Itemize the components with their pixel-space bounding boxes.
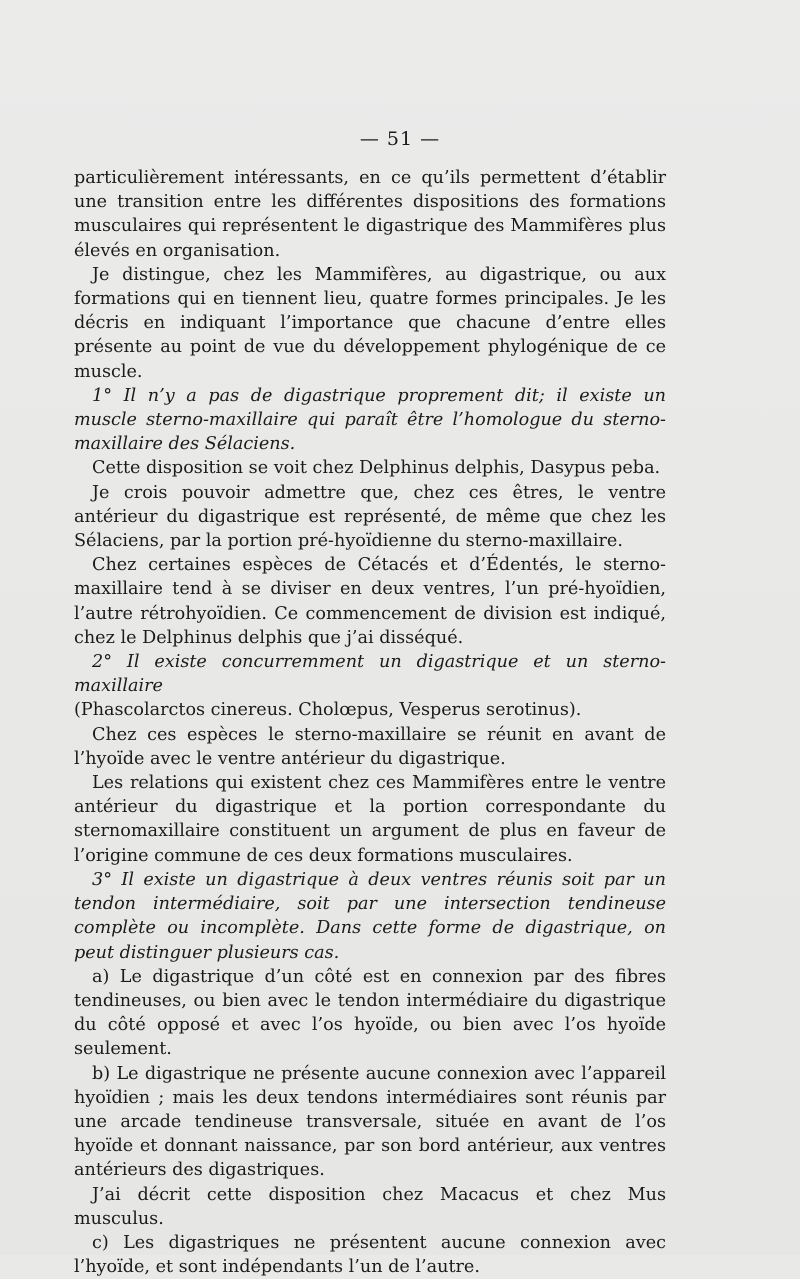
paragraph: J’ai décrit cette disposition chez Macacus et chez Mus musculus. <box>74 1184 666 1229</box>
page-number: — 51 — <box>359 128 441 150</box>
paragraph: Chez certaines espèces de Cétacés et d’Édentés, le sterno-maxillaire tend à se diviser en deux ventres, l’un pré-hyoïdien, l’autre rétrohyoïdien. Ce commencement de division est indiqué, chez le Delphinus delphis que j’ai disséqué. <box>74 555 666 648</box>
paragraph: Je distingue, chez les Mammifères, au digastrique, ou aux formations qui en tiennent lieu, quatre formes principales. Je les décris en indiquant l’importance que chacune d’entre elles présente au point de vue du développement phylogénique de ce muscle. <box>74 264 666 382</box>
paragraph: Chez ces espèces le sterno-maxillaire se réunit en avant de l’hyoïde avec le ventre antérieur du digastrique. <box>74 724 666 769</box>
paragraph: a) Le digastrique d’un côté est en connexion par des fibres tendineuses, ou bien avec le tendon intermédiaire du digastrique du côté opposé et avec l’os hyoïde, ou bien avec l’os hyoïde seulement. <box>74 966 666 1060</box>
paragraph: particulièrement intéressants, en ce qu’ils permettent d’établir une transition entre les différentes dispositions des formations musculaires qui représentent le digastrique des Mammifères plus élevés en organisation. <box>74 168 666 261</box>
paragraph: c) Les digastriques ne présentent aucune connexion avec l’hyoïde, et sont indépendants l’un de l’autre. <box>74 1232 666 1278</box>
paragraph: (Phascolarctos cinereus. Cholœpus, Vesperus serotinus). <box>74 700 582 721</box>
paragraph: Je crois pouvoir admettre que, chez ces êtres, le ventre antérieur du digastrique est représenté, de même que chez les Sélaciens, par la portion pré-hyoïdienne du sterno-maxillaire. <box>74 482 666 552</box>
body-text <box>74 166 666 1279</box>
paragraph: Cette disposition se voit chez Delphinus delphis, Dasypus peba. <box>92 458 661 479</box>
paragraph-italic: 3° Il existe un digastrique à deux ventres réunis soit par un tendon intermédiaire, soit par une intersection tendineuse complète ou incomplète. Dans cette forme de digastrique, on peut distinguer plusieurs cas. <box>74 869 666 963</box>
paragraph: Les relations qui existent chez ces Mammifères entre le ventre antérieur du digastrique et la portion correspondante du sternomaxillaire constituent un argument de plus en faveur de l’origine commune de ces deux formations musculaires. <box>74 773 666 866</box>
paragraph-italic: 1° Il n’y a pas de digastrique proprement dit; il existe un muscle sterno-maxillaire qui paraît être l’homologue du sterno-maxillaire des Sélaciens. <box>74 385 666 455</box>
paragraph-italic: 2° Il existe concurremment un digastrique et un sterno-maxillaire <box>74 652 666 697</box>
paragraph: b) Le digastrique ne présente aucune connexion avec l’appareil hyoïdien ; mais les deux tendons intermédiaires sont réunis par une arcade tendineuse transversale, située en avant de l’os hyoïde et donnant naissance, par son bord antérieur, aux ventres antérieurs des digastriques. <box>74 1063 666 1181</box>
